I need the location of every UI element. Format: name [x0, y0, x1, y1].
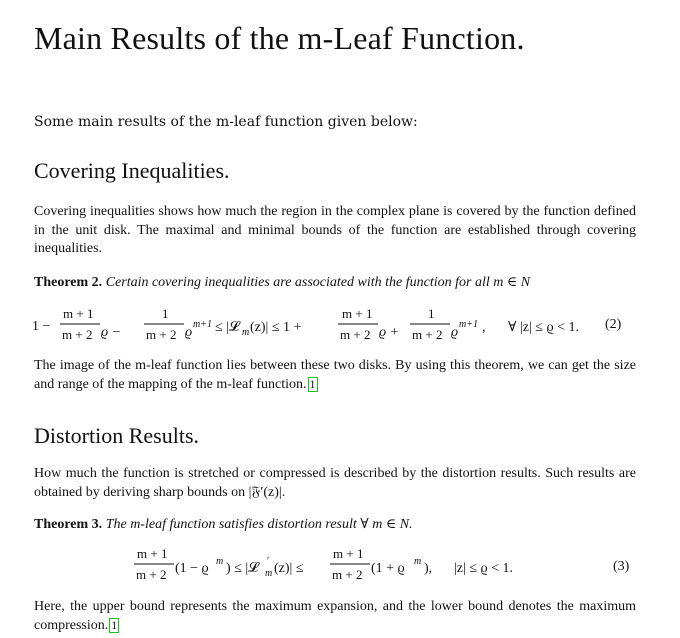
- theorem-2-text: Certain covering inequalities are associated with the function for all m ∈ N: [105, 275, 531, 290]
- svg-text:∀ |z| ≤ ϱ < 1.: ∀ |z| ≤ ϱ < 1.: [508, 320, 579, 335]
- distortion-paragraph: How much the function is stretched or compressed is described by the distortion results. Such results are obtained by deriving sharp bounds on |𝔉′(z)|.: [34, 466, 636, 500]
- svg-text:),: ),: [424, 561, 433, 576]
- svg-text:m + 1: m + 1: [333, 546, 364, 561]
- svg-text:1 −: 1 −: [32, 319, 51, 334]
- svg-text:m+1: m+1: [459, 319, 478, 330]
- svg-text:m + 1: m + 1: [63, 306, 94, 321]
- svg-text:m: m: [216, 556, 224, 567]
- svg-text:′: ′: [267, 556, 270, 567]
- svg-text:1: 1: [428, 306, 435, 321]
- svg-text:m + 2: m + 2: [332, 567, 363, 582]
- covering-paragraph: Covering inequalities shows how much the region in the complex plane is covered by the function defined in the unit disk. The maximal and minimal bounds of the function are established through covering inequalities.: [34, 204, 636, 256]
- svg-text:ϱ +: ϱ +: [379, 325, 400, 340]
- svg-text:m + 2: m + 2: [146, 327, 177, 342]
- svg-text:ϱ −: ϱ −: [101, 325, 122, 340]
- svg-text:m: m: [242, 327, 250, 338]
- equation-3-number: (3): [613, 559, 630, 574]
- svg-text:m: m: [414, 556, 422, 567]
- svg-text:(1 + ϱ: (1 + ϱ: [371, 561, 405, 576]
- svg-text:≤ |𝓛: ≤ |𝓛: [215, 320, 240, 335]
- svg-text:) ≤ |𝓛: ) ≤ |𝓛: [226, 561, 259, 576]
- svg-text:,: ,: [482, 320, 486, 335]
- svg-text:m+1: m+1: [193, 319, 212, 330]
- theorem-3: [34, 516, 644, 533]
- theorem-3-text: The m-leaf function satisfies distortion result ∀ m ∈ N.: [105, 517, 413, 532]
- svg-text:m + 1: m + 1: [342, 306, 373, 321]
- svg-text:m: m: [265, 568, 273, 579]
- covering-after-paragraph: [34, 357, 636, 394]
- section-heading-distortion: Distortion Results.: [34, 423, 200, 448]
- citation-link[interactable]: 1: [111, 617, 118, 632]
- theorem-3-label: Theorem 3.: [34, 517, 103, 532]
- svg-text:(1 − ϱ: (1 − ϱ: [175, 561, 209, 576]
- svg-text:(z)| ≤: (z)| ≤: [274, 561, 304, 576]
- page-title: Main Results of the m-Leaf Function.: [34, 20, 525, 56]
- svg-text:m + 2: m + 2: [340, 327, 371, 342]
- distortion-after-paragraph: [34, 598, 636, 635]
- distortion-after-text: Here, the upper bound represents the maximum expansion, and the lower bound denotes the maximum compression.: [34, 599, 636, 633]
- equation-2-formula: [0, 300, 680, 352]
- equation-2-number: (2): [605, 317, 622, 332]
- equation-2: [0, 300, 680, 352]
- svg-text:m + 2: m + 2: [62, 327, 93, 342]
- svg-text:(z)| ≤ 1 +: (z)| ≤ 1 +: [250, 320, 302, 335]
- theorem-2: [34, 274, 644, 291]
- svg-text:1: 1: [162, 306, 169, 321]
- svg-text:m + 1: m + 1: [137, 546, 168, 561]
- covering-after-text: The image of the m-leaf function lies between these two disks. By using this theorem, we can get the size and range of the mapping of the m-leaf function.: [34, 358, 636, 392]
- citation-link[interactable]: 1: [309, 376, 316, 391]
- equation-3-formula: [0, 542, 680, 594]
- theorem-2-label: Theorem 2.: [34, 275, 103, 290]
- equation-3: [0, 542, 680, 594]
- svg-text:ϱ: ϱ: [451, 325, 459, 340]
- section-heading-covering: Covering Inequalities.: [34, 158, 230, 183]
- svg-text:|z| ≤ ϱ < 1.: |z| ≤ ϱ < 1.: [454, 561, 514, 576]
- svg-text:ϱ: ϱ: [185, 325, 193, 340]
- svg-text:m + 2: m + 2: [412, 327, 443, 342]
- svg-text:m + 2: m + 2: [136, 567, 167, 582]
- intro-text: Some main results of the m-leaf function given below:: [34, 114, 418, 130]
